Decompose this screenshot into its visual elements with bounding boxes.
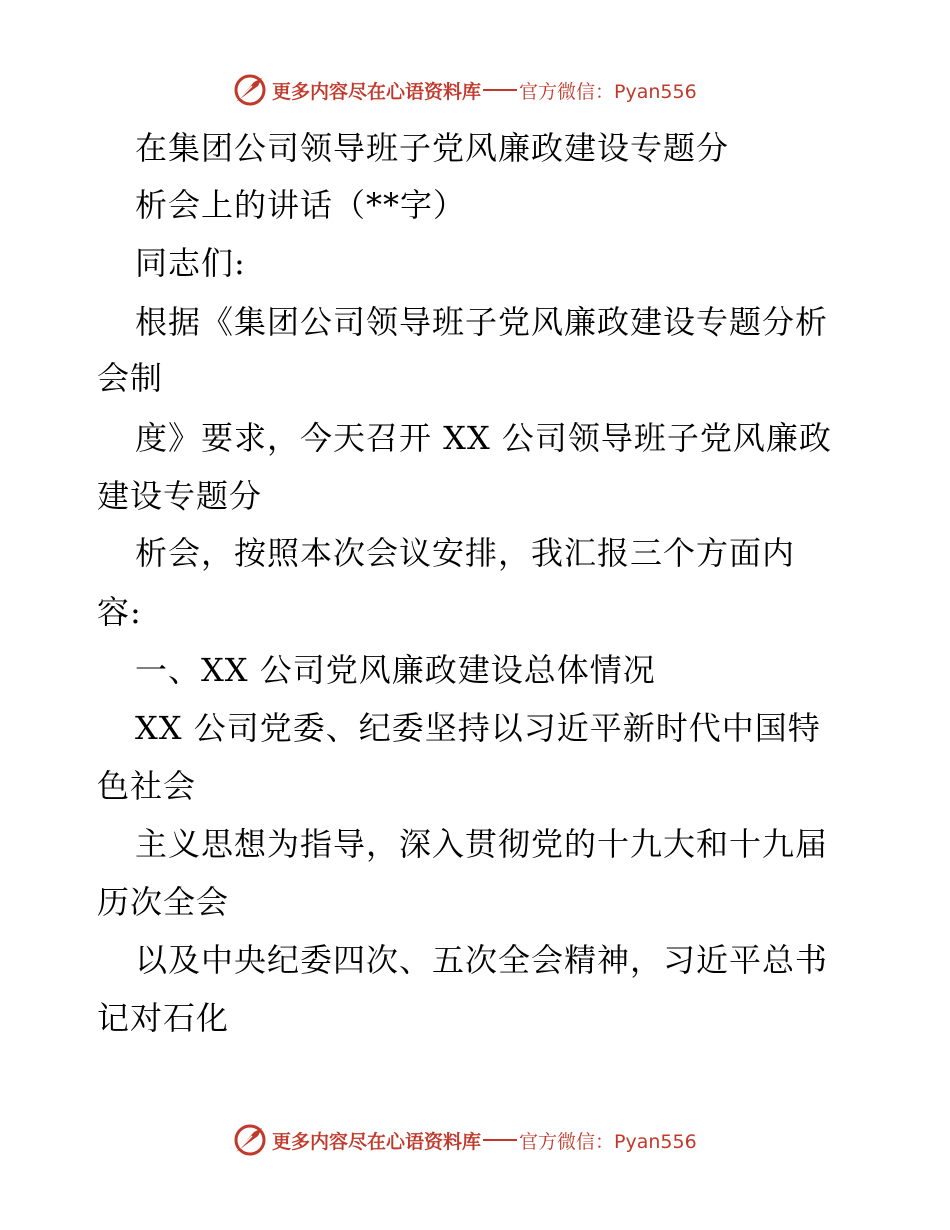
paragraph-line: 析会，按照本次会议安排，我汇报三个方面内 bbox=[135, 534, 796, 572]
paragraph-line: 以及中央纪委四次、五次全会精神，习近平总书 bbox=[135, 941, 829, 979]
paragraph-line: 色社会 bbox=[97, 767, 197, 805]
quill-logo-icon bbox=[232, 72, 268, 108]
paragraph-line: 历次全会 bbox=[97, 883, 230, 921]
paragraph-line: XX 公司党委、纪委坚持以习近平新时代中国特 bbox=[135, 709, 821, 747]
banner-main-text: 更多内容尽在心语资料库 bbox=[272, 80, 482, 103]
paragraph-line: 会制 bbox=[97, 359, 164, 397]
paragraph-line: 主义思想为指导，深入贯彻党的十九大和十九届 bbox=[135, 825, 829, 863]
title-line-2: 析会上的讲话（**字） bbox=[135, 186, 467, 224]
salutation: 同志们: bbox=[135, 244, 246, 282]
banner-dash bbox=[483, 1139, 517, 1141]
banner-main-text: 更多内容尽在心语资料库 bbox=[272, 1130, 482, 1153]
paragraph-line: 根据《集团公司领导班子党风廉政建设专题分析 bbox=[135, 303, 829, 341]
banner-sub-text: 官方微信：Pyan556 bbox=[519, 1130, 697, 1153]
paragraph-line: 记对石化 bbox=[97, 999, 230, 1037]
banner-dash bbox=[483, 89, 517, 91]
paragraph-line: 建设专题分 bbox=[97, 477, 263, 515]
paragraph-line: 度》要求，今天召开 XX 公司领导班子党风廉政 bbox=[135, 419, 832, 457]
paragraph-line: 容: bbox=[97, 593, 142, 631]
footer-banner bbox=[0, 1120, 950, 1160]
section-heading: 一、XX 公司党风廉政建设总体情况 bbox=[135, 651, 656, 689]
banner-sub-text: 官方微信：Pyan556 bbox=[519, 80, 697, 103]
quill-logo-icon bbox=[232, 1122, 268, 1158]
title-line-1: 在集团公司领导班子党风廉政建设专题分 bbox=[135, 129, 730, 167]
header-banner bbox=[0, 70, 950, 110]
